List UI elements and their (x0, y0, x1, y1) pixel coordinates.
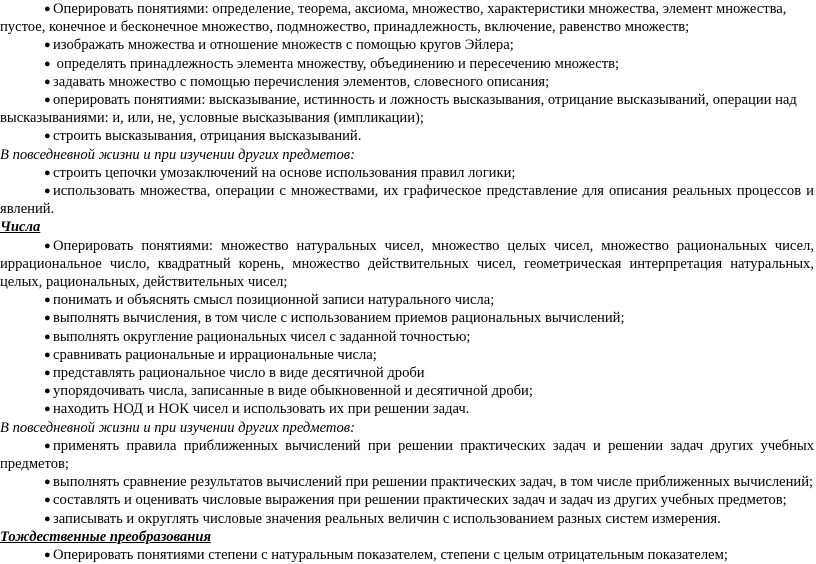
list-item (0, 36, 814, 54)
list-item (0, 473, 814, 491)
list-item-text: упорядочивать числа, записанные в виде обыкновенной и десятичной дроби; (53, 383, 533, 400)
list-item (0, 437, 814, 473)
bullet-icon: ● (44, 239, 51, 252)
list-item (0, 91, 814, 127)
bullet-icon: ● (44, 439, 51, 452)
list-item (0, 364, 814, 382)
subheading: В повседневной жизни и при изучении других предметов: (0, 146, 355, 163)
list-item (0, 73, 814, 91)
list-item-text: использовать множества, операции с множествами, их графическое представление для описания реальных процессов и явлений. (0, 183, 814, 218)
list-item-text: применять правила приближенных вычислений при решении практических задач и решении задач других учебных предметов; (0, 437, 814, 473)
bullet-icon: ● (44, 348, 51, 361)
list-item-text: записывать и округлять числовые значения реальных величин с использованием разных систем измерения. (53, 510, 721, 527)
bullet-icon: ● (44, 476, 51, 489)
list-item-text: оперировать понятиями: высказывание, истинность и ложность высказывания, отрицание высказываний, операции над высказываниями: и, или, не, условные высказывания (импликации); (0, 92, 797, 127)
list-item-text: строить цепочки умозаключений на основе использования правил логики; (53, 164, 516, 181)
list-item-text: Оперировать понятиями: множество натуральных чисел, множество целых чисел, множество рациональных чисел, иррациональное число, квадратный корень, множество действительных чисел, геометрическая интерпретация натуральных, целых, рациональных, действительных чисел; (0, 237, 814, 291)
list-item-text: задавать множество с помощью перечисления элементов, словесного описания; (53, 73, 550, 90)
bullet-icon: ● (44, 130, 51, 143)
list-item (0, 55, 814, 73)
list-item-text: Оперировать понятиями: определение, теорема, аксиома, множество, характеристики множества, элемент множества, пустое, конечное и бесконечное множество, подмножество, принадлежность, включение, равенство множеств; (0, 1, 787, 36)
list-item-text: понимать и объяснять смысл позиционной записи натурального числа; (53, 292, 495, 309)
list-item (0, 382, 814, 400)
list-item (0, 0, 814, 36)
list-item-text: сравнивать рациональные и иррациональные числа; (53, 346, 377, 363)
list-item (0, 400, 814, 418)
bullet-icon: ● (44, 294, 51, 307)
list-item (0, 309, 814, 327)
list-item-text: определять принадлежность элемента множеству, объединению и пересечению множеств; (53, 55, 620, 72)
list-item-text: выполнять округление рациональных чисел с заданной точностью; (53, 328, 471, 345)
bullet-icon: ● (44, 94, 51, 107)
bullet-icon: ● (44, 512, 51, 525)
bullet-icon: ● (44, 75, 51, 88)
bullet-icon: ● (44, 549, 51, 562)
bullet-icon: ● (44, 3, 51, 15)
bullet-icon: ● (44, 367, 51, 380)
list-item-text: изображать множества и отношение множеств с помощью кругов Эйлера; (53, 37, 514, 54)
list-item (0, 546, 814, 564)
bullet-icon: ● (44, 494, 51, 507)
list-item (0, 237, 814, 292)
list-item-text: выполнять вычисления, в том числе с использованием приемов рациональных вычислений; (53, 310, 625, 327)
bullet-icon: ● (44, 312, 51, 325)
bullet-icon: ● (44, 57, 51, 70)
list-item (0, 127, 814, 145)
bullet-icon: ● (44, 385, 51, 398)
list-item-text: выполнять сравнение результатов вычислений при решении практических задач, в том числе приближенных вычислений; (53, 474, 814, 491)
subheading: В повседневной жизни и при изучении других предметов: (0, 419, 355, 436)
list-item (0, 182, 814, 218)
bullet-icon: ● (44, 330, 51, 343)
list-item-text: Оперировать понятиями степени с натуральным показателем, степени с целым отрицательным показателем; (53, 547, 728, 564)
list-item-text: представлять рациональное число в виде десятичной дроби (53, 365, 425, 382)
list-item (0, 164, 814, 182)
list-item (0, 291, 814, 309)
section-heading-numbers: Числа (0, 219, 41, 236)
list-item-text: строить высказывания, отрицания высказываний. (53, 128, 362, 145)
list-item (0, 510, 814, 528)
list-item (0, 346, 814, 364)
list-item (0, 328, 814, 346)
list-item-text: составлять и оценивать числовые выражения при решении практических задач и задач из других учебных предметов; (53, 492, 787, 509)
bullet-icon: ● (44, 185, 51, 198)
section-heading-identity-transformations: Тождественные преобразования (0, 528, 211, 545)
bullet-icon: ● (44, 166, 51, 179)
list-item-text: находить НОД и НОК чисел и использовать их при решении задач. (53, 401, 470, 418)
bullet-icon: ● (44, 39, 51, 52)
bullet-icon: ● (44, 403, 51, 416)
list-item (0, 491, 814, 509)
